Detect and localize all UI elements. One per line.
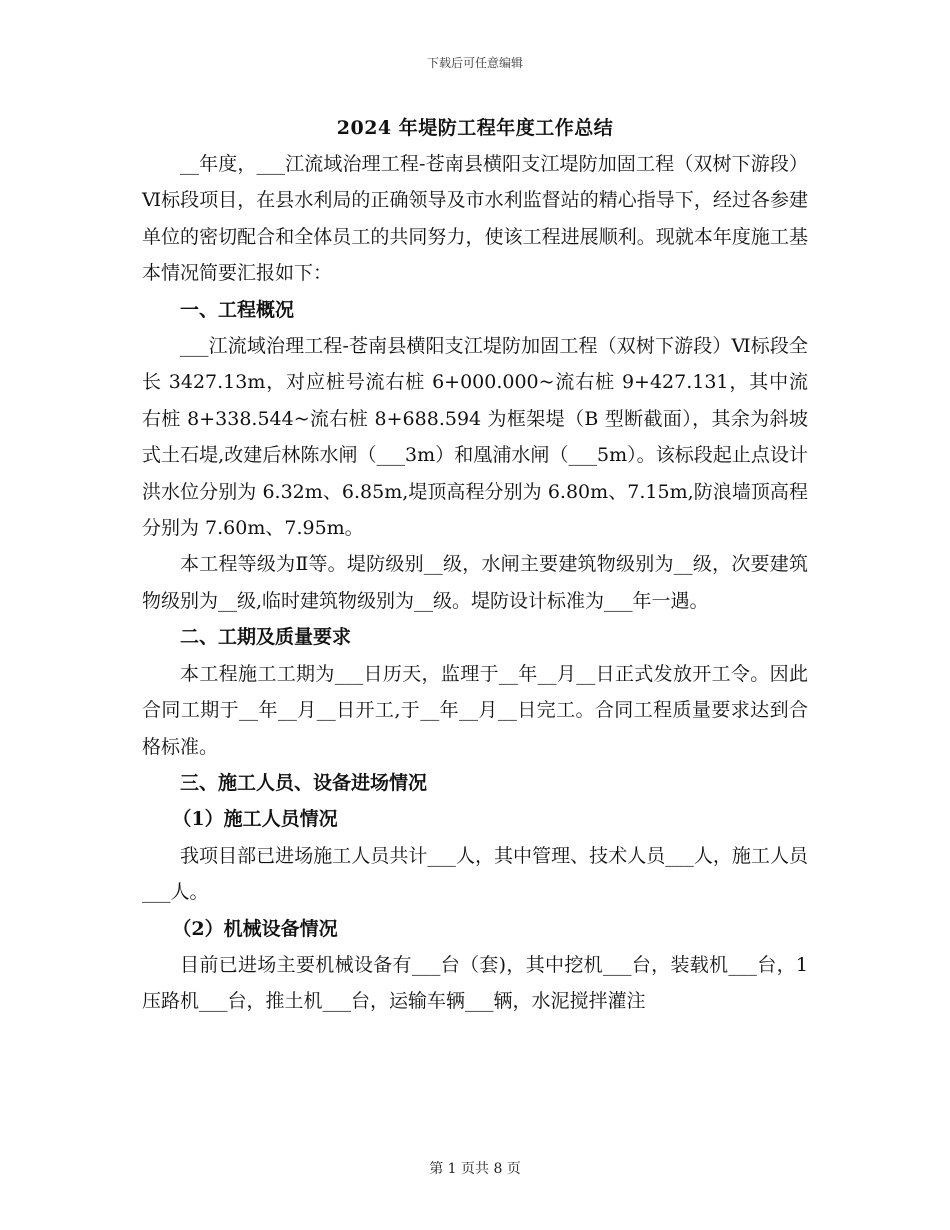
subheading-equipment: （2）机械设备情况 — [172, 917, 338, 940]
grade-paragraph: 本工程等级为Ⅱ等。堤防级别__级，水闸主要建筑物级别为__级，次要建筑物级别为__级,临时建筑物级别为__级。堤防设计标准为___年一遇。 — [142, 553, 808, 612]
schedule-paragraph: 本工程施工工期为___日历天，监理于__年__月__日正式发放开工令。因此合同工期于__年__月__日开工,于__年__月__日完工。合同工程质量要求达到合格标准。 — [142, 662, 808, 758]
section-heading-overview: 一、工程概况 — [180, 298, 295, 321]
intro-paragraph: __年度，___江流域治理工程-苍南县横阳支江堤防加固工程（双树下游段）Ⅵ标段项目，在县水利局的正确领导及市水利监督站的精心指导下，经过各参建单位的密切配合和全体员工的共同努力，使该工程进展顺利。现就本年度施工基本情况简要汇报如下： — [142, 153, 808, 285]
personnel-paragraph: 我项目部已进场施工人员共计___人，其中管理、技术人员___人，施工人员___人。 — [142, 844, 808, 904]
subheading-personnel: （1）施工人员情况 — [172, 808, 338, 831]
page-header-note: 下载后可任意编辑 — [426, 56, 523, 70]
page-footer: 第 1 页共 8 页 — [429, 1161, 521, 1177]
document-title: 2024 年堤防工程年度工作总结 — [336, 117, 614, 139]
equipment-paragraph: 目前已进场主要机械设备有___台（套)，其中挖机___台，装载机___台，1 压路机___台，推土机___台，运输车辆___辆，水泥搅拌灌注 — [142, 953, 808, 1013]
section-heading-resources: 三、施工人员、设备进场情况 — [180, 771, 428, 794]
overview-paragraph: ___江流域治理工程-苍南县横阳支江堤防加固工程（双树下游段）Ⅵ标段全长 3427.13m，对应桩号流右桩 6+000.000~流右桩 9+427.131，其中流右桩 8+338.544~流右桩 8+688.594 为框架堤（B 型断截面），其余为斜坡式土石堤,改建后林陈水闸（___3m）和凰浦水闸（___5m）。该标段起止点设计洪水位分别为 6.32m、6.85m,堤顶高程分别为 6.80m、7.15m,防浪墙顶高程分别为 7.60m、7.95m。 — [142, 335, 808, 540]
section-heading-schedule: 二、工期及质量要求 — [180, 626, 352, 649]
document-body — [142, 110, 808, 1020]
